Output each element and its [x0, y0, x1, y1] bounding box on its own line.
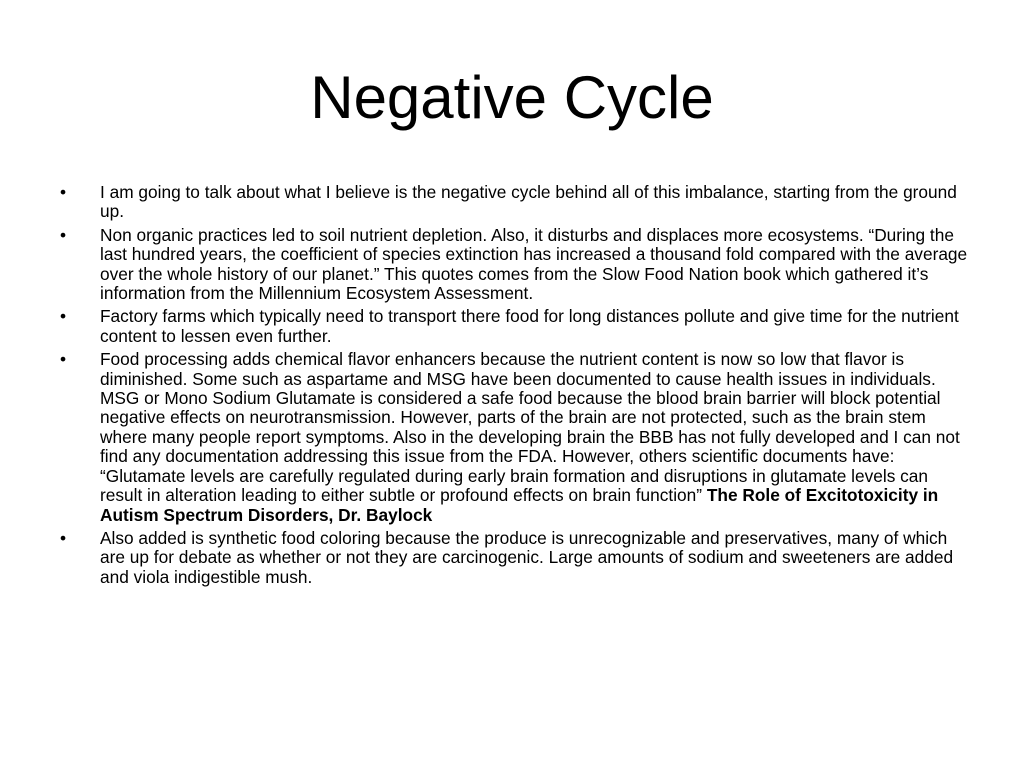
- bullet-list: [60, 183, 972, 591]
- list-item: [60, 307, 972, 346]
- slide-title: Negative Cycle: [310, 64, 714, 131]
- bullet-text: Non organic practices led to soil nutrient depletion. Also, it disturbs and displaces more ecosystems. “During the last hundred years, the coefficient of species extinction has increased a thousand fold compared with the average over the whole history of our planet.” This quotes comes from the Slow Food Nation book which gathered it’s information from the Millennium Ecosystem Assessment.: [100, 224, 968, 304]
- bullet-icon: •: [60, 224, 67, 245]
- bullet-icon: •: [60, 527, 67, 548]
- list-item: [60, 529, 972, 587]
- list-item: [60, 183, 972, 222]
- bullet-text: Factory farms which typically need to transport there food for long distances pollute and give time for the nutrient content to lessen even further.: [100, 306, 959, 346]
- citation-text: The Role of Excitotoxicity in Autism Spectrum Disorders, Dr. Baylock: [100, 485, 939, 525]
- bullet-icon: •: [60, 349, 67, 370]
- bullet-text: I am going to talk about what I believe is the negative cycle behind all of this imbalance, starting from the ground up.: [100, 182, 957, 222]
- bullet-text: Also added is synthetic food coloring because the produce is unrecognizable and preservatives, many of which are up for debate as whether or not they are carcinogenic. Large amounts of sodium and sweeteners are added and viola indigestible mush.: [100, 527, 954, 587]
- bullet-icon: •: [60, 182, 67, 202]
- list-item: [60, 226, 972, 304]
- list-item: [60, 350, 972, 525]
- bullet-text: Food processing adds chemical flavor enhancers because the nutrient content is now so low that flavor is diminished. Some such as aspartame and MSG have been documented to cause health issues in individuals. MSG or Mono Sodium Glutamate is considered a safe food because the blood brain barrier will block potential negative effects on neurotransmission. However, parts of the brain are not protected, such as the brain stem where many people report symptoms. Also in the developing brain the BBB has not fully developed and I can not find any documentation addressing this issue from the FDA. However, others scientific documents have: “Glutamate levels are carefully regulated during early brain formation and disruptions in glutamate levels can result in alteration leading to either subtle or profound effects on brain function”: [100, 349, 960, 506]
- bullet-icon: •: [60, 306, 67, 327]
